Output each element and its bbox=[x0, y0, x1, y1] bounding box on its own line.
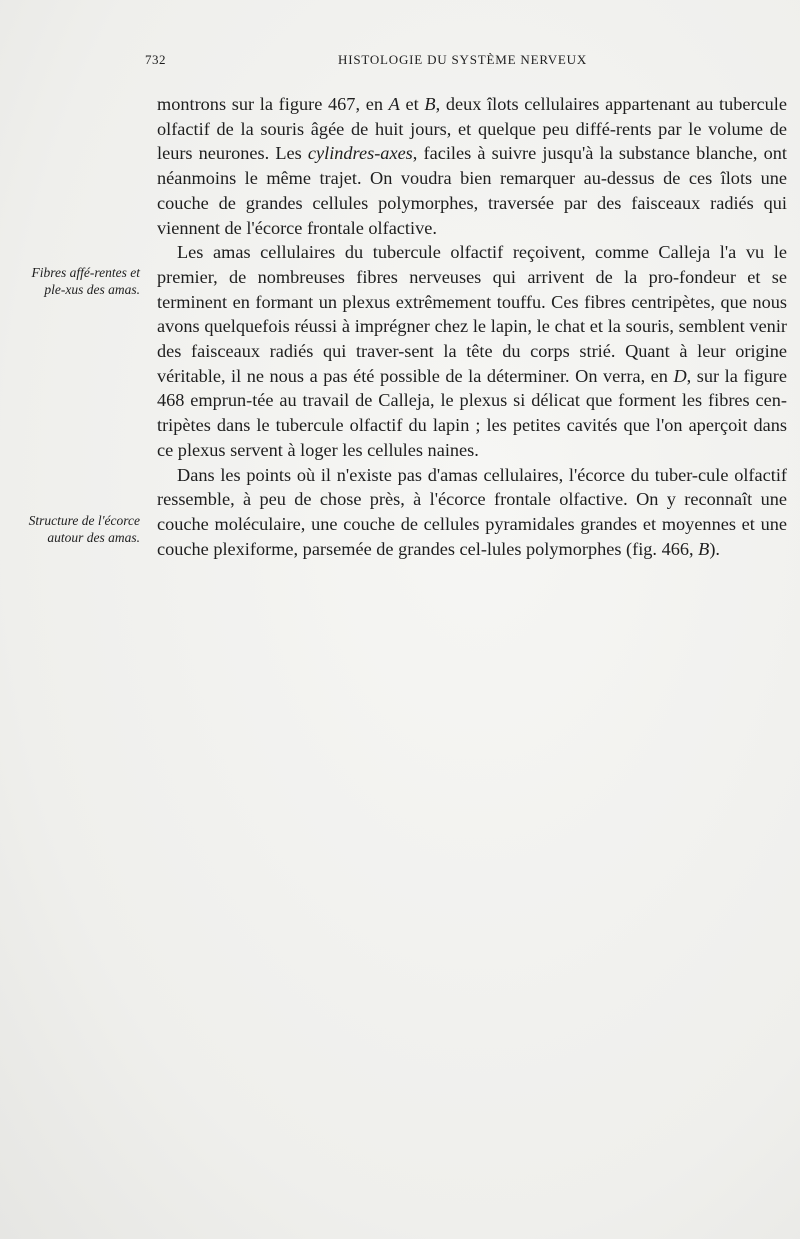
body-text bbox=[157, 92, 787, 561]
paragraph-cortex-structure: Dans les points où il n'existe pas d'amas cellulaires, l'écorce du tuber-cule olfactif ressemble, à peu de chose près, à l'écorce frontale olfactive. On y reconnaît une couche moléculaire, une couche de cellules pyramidales grandes et moyennes et une couche plexiforme, parsemée de grandes cel-lules polymorphes (fig. 466, B). bbox=[157, 464, 787, 559]
page-number: 732 bbox=[145, 52, 166, 67]
page-header bbox=[145, 52, 615, 72]
paragraph-afferent-fibres: Les amas cellulaires du tubercule olfactif reçoivent, comme Calleja l'a vu le premier, de nombreuses fibres nerveuses qui arrivent de la pro-fondeur et se terminent en formant un plexus extrêmement touffu. Ces fibres centripètes, que nous avons quelquefois réussi à imprégner chez le lapin, le chat et la souris, semblent venir des faisceaux radiés qui traver-sent la tête du corps strié. Quant à leur origine véritable, il ne nous a pas été possible de la déterminer. On verra, en D, sur la figure 468 emprun-tée au travail de Calleja, le plexus si délicat que forment les fibres cen-tripètes dans le tubercule olfactif du lapin ; les petites cavités que l'on aperçoit dans ce plexus servent à loger les cellules naines. bbox=[157, 242, 787, 460]
margin-note-afferent-fibres: Fibres affé-rentes et ple-xus des amas. bbox=[31, 265, 140, 297]
paragraph-continuation: montrons sur la figure 467, en A et B, deux îlots cellulaires appartenant au tubercule olfactif de la souris âgée de huit jours, et quelque peu diffé-rents par le volume de leurs neurones. Les cylindres-axes, faciles à suivre jusqu'à la substance blanche, ont néanmoins le même trajet. On voudra bien remarquer au-dessus de ces îlots une couche de grandes cellules polymorphes, traversée par des faisceaux radiés qui viennent de l'écorce frontale olfactive. bbox=[157, 94, 787, 238]
margin-note-cortex-structure: Structure de l'écorce autour des amas. bbox=[28, 513, 140, 545]
running-title: HISTOLOGIE DU SYSTÈME NERVEUX bbox=[338, 52, 588, 67]
